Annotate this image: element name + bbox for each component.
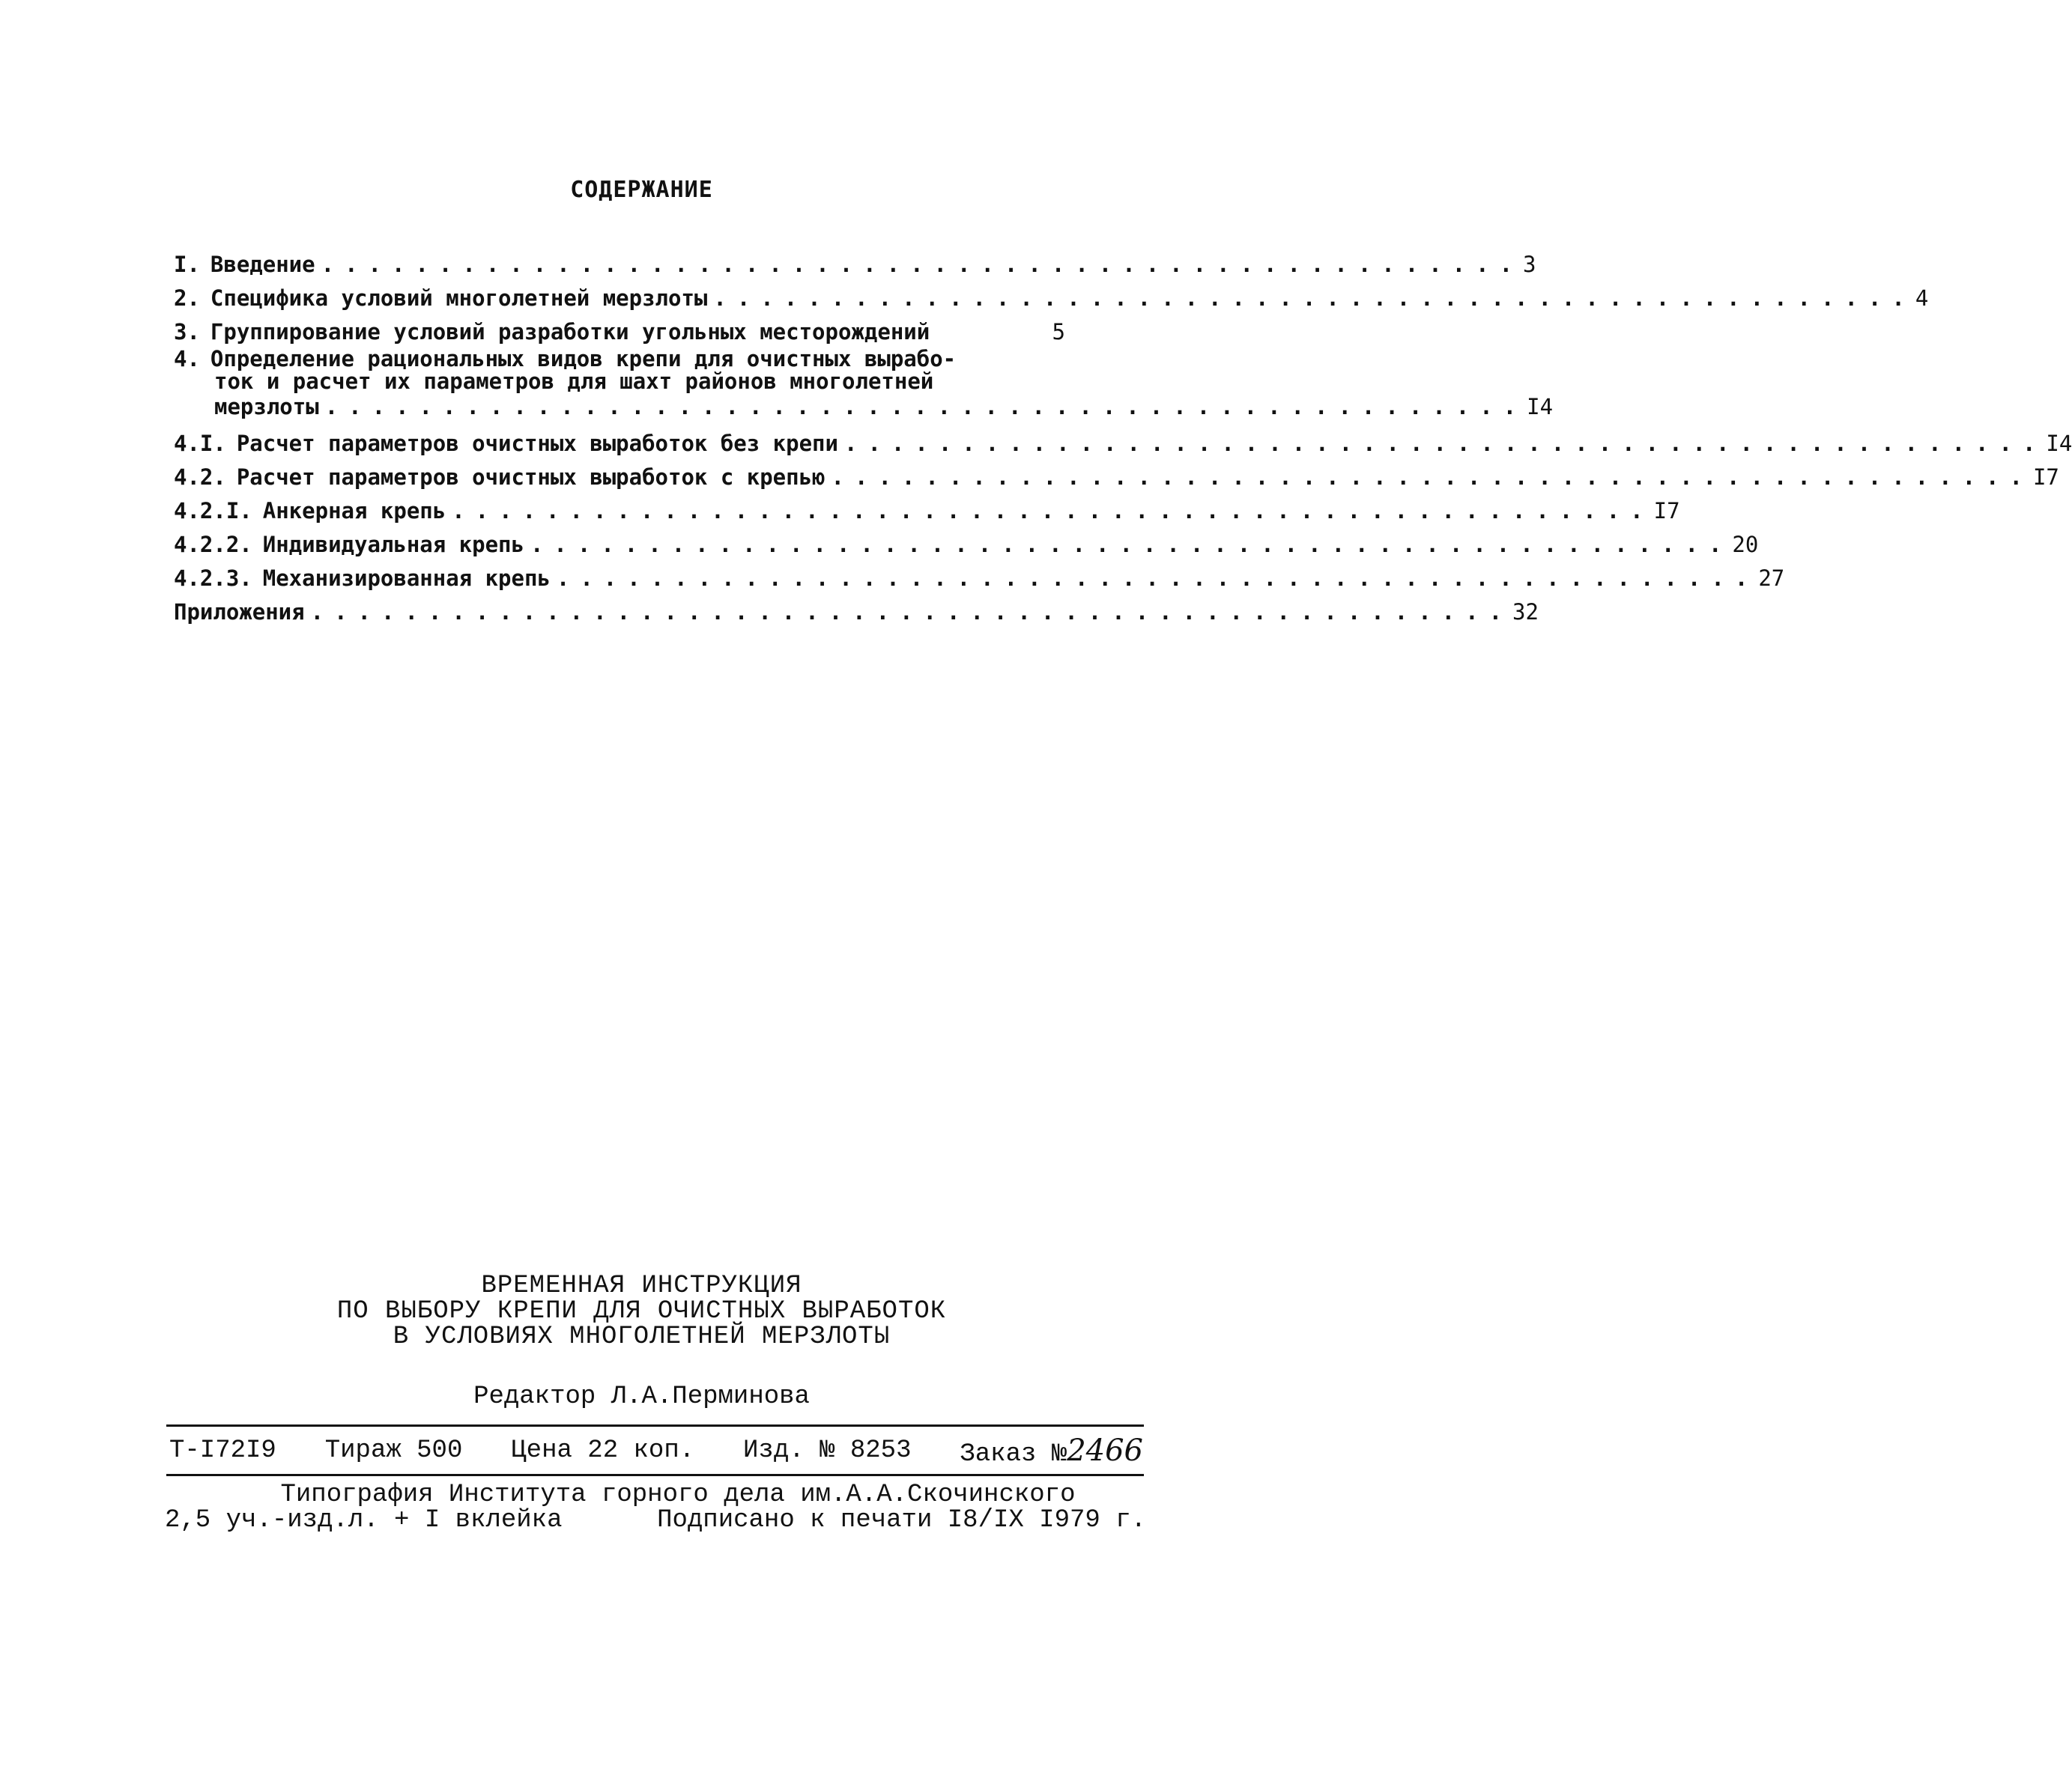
- toc-entry-number: 2.: [174, 285, 200, 311]
- order-label: Заказ №: [960, 1439, 1067, 1469]
- toc-entry-number: 4.: [174, 346, 200, 371]
- toc-entry-number: 4.I.: [174, 431, 226, 456]
- toc-entry-text: Анкерная крепь: [262, 498, 446, 524]
- toc-entry-text: Введение: [210, 252, 315, 277]
- toc-entry-text: Расчет параметров очистных выработок с крепью: [236, 464, 826, 490]
- dot-leader: ...................................................: [452, 498, 1654, 524]
- dot-leader: ...................................................: [843, 431, 2047, 456]
- toc-entry-page: 27: [1758, 565, 1785, 591]
- circulation: Тираж 500: [324, 1436, 463, 1465]
- toc-entry-text: Специфика условий многолетней мерзлоты: [210, 285, 708, 311]
- publication-code: Т-I72I9: [169, 1436, 276, 1465]
- toc-entry-number: 4.2.2.: [174, 532, 252, 557]
- divider: [166, 1424, 1144, 1427]
- toc-entry-page: 5: [1052, 319, 1065, 345]
- print-volume: 2,5 уч.-изд.л. + I вклейка: [165, 1506, 563, 1535]
- toc-entry: [174, 456, 2059, 490]
- toc-entry-text: Индивидуальная крепь: [262, 532, 524, 557]
- toc-entry-text: Механизированная крепь: [262, 565, 551, 591]
- toc-entry-number: I.: [174, 252, 200, 277]
- imprint-title-line: В УСЛОВИЯХ МНОГОЛЕТНЕЙ МЕРЗЛОТЫ: [393, 1323, 891, 1351]
- imprint-title: [0, 1273, 1283, 1350]
- divider: [166, 1474, 1144, 1476]
- imprint-title-line: ВРЕМЕННАЯ ИНСТРУКЦИЯ: [481, 1272, 802, 1300]
- publication-details: [169, 1433, 1143, 1468]
- toc-entry-page: I4: [1527, 394, 1554, 419]
- toc-entry-page: 4: [1915, 285, 1929, 311]
- imprint-title-line: ПО ВЫБОРУ КРЕПИ ДЛЯ ОЧИСТНЫХ ВЫРАБОТОК: [336, 1297, 947, 1326]
- toc-entry-number: 4.2.I.: [174, 498, 252, 524]
- dot-leader: ...................................................: [556, 565, 1759, 591]
- toc-entry-text: Группирование условий разработки угольных месторождений: [210, 319, 930, 345]
- toc-entry-text: Расчет параметров очистных выработок без крепи: [236, 431, 838, 456]
- toc-entry-page: I7: [2032, 464, 2059, 490]
- toc-entry: [174, 277, 1929, 311]
- editor-credit: Редактор Л.А.Перминова: [473, 1383, 810, 1411]
- order-number-handwritten: 2466: [1067, 1433, 1143, 1468]
- dot-leader: ...................................................: [324, 394, 1527, 419]
- toc-entry: [174, 490, 1680, 524]
- dot-leader: ...................................................: [310, 599, 1513, 625]
- signed-date: Подписано к печати I8/IX I979 г.: [657, 1506, 1146, 1535]
- toc-entry: [174, 243, 1536, 277]
- toc-entry: [174, 591, 1539, 625]
- edition-number: Изд. № 8253: [743, 1436, 912, 1465]
- toc-entry-page: 3: [1523, 252, 1536, 277]
- price: Цена 22 коп.: [511, 1436, 695, 1465]
- toc-entry: [174, 557, 1785, 591]
- dot-leader: ...................................................: [321, 252, 1524, 277]
- toc-entry-page: I4: [2046, 431, 2072, 456]
- order-number: [960, 1433, 1143, 1469]
- printer-info: [165, 1483, 1146, 1534]
- toc-entry-text: Приложения: [174, 599, 305, 625]
- dot-leader: ...................................................: [530, 532, 1733, 557]
- toc-entry-page: I7: [1653, 498, 1680, 524]
- table-of-contents: [174, 243, 2072, 625]
- dot-leader: ...................................................: [713, 285, 1915, 311]
- toc-entry-number: 4.2.3.: [174, 565, 252, 591]
- toc-entry-number: 3.: [174, 319, 200, 345]
- toc-entry-multiline: [174, 346, 1554, 419]
- toc-entry-page: 20: [1732, 532, 1759, 557]
- toc-entry-page: 32: [1512, 599, 1539, 625]
- toc-entry: [174, 311, 1065, 345]
- toc-entry: [174, 422, 2072, 456]
- toc-entry-text-line1: Определение рациональных видов крепи для очистных вырабо-: [210, 346, 957, 371]
- toc-entry: [174, 524, 1759, 557]
- toc-entry-number: 4.2.: [174, 464, 226, 490]
- dot-leader: ...................................................: [831, 464, 2033, 490]
- toc-entry-text-line2: ток и расчет их параметров для шахт районов многолетней: [214, 368, 934, 394]
- toc-entry-text-line3: мерзлоты: [214, 394, 319, 419]
- toc-title: СОДЕРЖАНИЕ: [570, 177, 713, 203]
- printer-name: Типография Института горного дела им.А.А.Скочинского: [280, 1481, 1076, 1509]
